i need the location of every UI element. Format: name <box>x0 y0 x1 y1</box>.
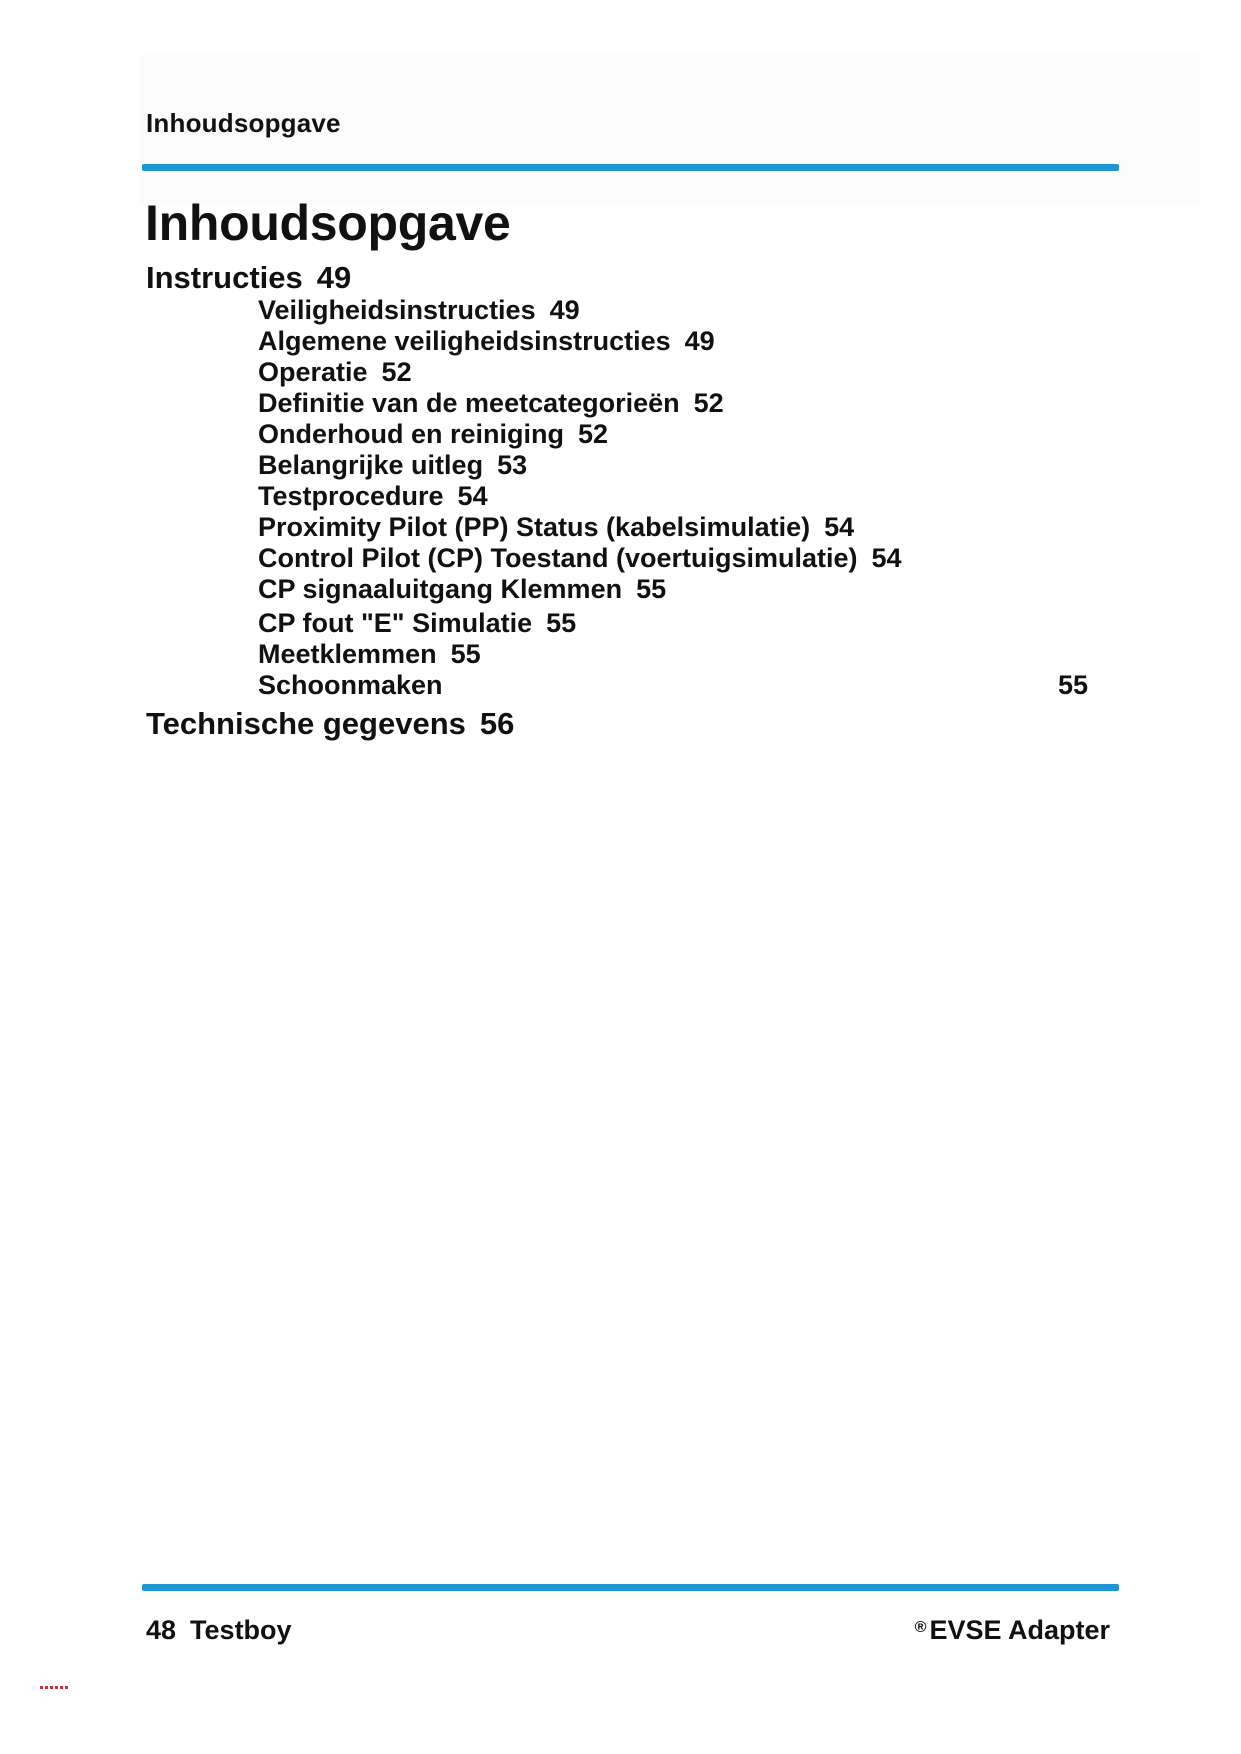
toc-entry-page: 54 <box>871 543 902 573</box>
toc-entry-page: 55 <box>636 574 667 604</box>
footer-left <box>146 1615 292 1646</box>
toc-entry-instructies[interactable] <box>146 260 351 296</box>
toc-entry-page: 53 <box>497 450 528 480</box>
toc-entry-page: 55 <box>450 639 481 669</box>
toc-entry-page: 49 <box>684 326 715 356</box>
header-rule <box>142 164 1119 171</box>
toc-entry-onderhoud-en-reiniging[interactable] <box>258 419 608 450</box>
running-header-title: Inhoudsopgave <box>146 108 341 138</box>
toc-entry-cp-signaaluitgang[interactable] <box>258 574 666 605</box>
page-number: 48 <box>146 1615 177 1645</box>
toc-entry-label: Veiligheidsinstructies <box>258 295 536 325</box>
print-registration-marks <box>40 1686 68 1689</box>
toc-entry-page: 49 <box>316 260 352 295</box>
toc-entry-label: CP signaaluitgang Klemmen <box>258 574 623 604</box>
toc-entry-operatie[interactable] <box>258 357 412 388</box>
toc-entry-page: 52 <box>693 388 724 418</box>
toc-entry-testprocedure[interactable] <box>258 481 488 512</box>
toc-entry-control-pilot[interactable] <box>258 543 902 574</box>
toc-entry-page: 54 <box>457 481 488 511</box>
toc-entry-label: Definitie van de meetcategorieën <box>258 388 680 418</box>
toc-entry-page: 55 <box>546 608 577 638</box>
toc-entry-label: CP fout "E" Simulatie <box>258 608 533 638</box>
toc-entry-page: 54 <box>824 512 855 542</box>
toc-entry-page-right: 55 <box>1058 670 1089 700</box>
footer-right <box>915 1615 1110 1646</box>
product-name: EVSE Adapter <box>929 1615 1110 1645</box>
toc-entry-label: Belangrijke uitleg <box>258 450 484 480</box>
toc-entry-label: Schoonmaken <box>258 670 443 700</box>
toc-entry-definitie-meetcategorieen[interactable] <box>258 388 724 419</box>
toc-entry-label: Operatie <box>258 357 368 387</box>
toc-entry-label: Instructies <box>146 260 303 295</box>
toc-entry-meetklemmen[interactable] <box>258 639 481 670</box>
registered-mark: ® <box>914 1619 927 1636</box>
toc-entry-algemene-veiligheidsinstructies[interactable] <box>258 326 715 357</box>
toc-entry-label: Testprocedure <box>258 481 444 511</box>
toc-entry-label: Technische gegevens <box>146 706 466 741</box>
toc-entry-technische-gegevens[interactable] <box>146 706 514 742</box>
toc-entry-veiligheidsinstructies[interactable] <box>258 295 580 326</box>
toc-entry-schoonmaken[interactable] <box>258 670 443 701</box>
footer-rule <box>142 1584 1119 1591</box>
brand-name: Testboy <box>190 1615 292 1645</box>
toc-entry-proximity-pilot[interactable] <box>258 512 854 543</box>
toc-entry-label: Control Pilot (CP) Toestand (voertuigsimulatie) <box>258 543 858 573</box>
page-title: Inhoudsopgave <box>145 195 511 251</box>
toc-entry-page: 52 <box>381 357 412 387</box>
toc-entry-label: Meetklemmen <box>258 639 437 669</box>
toc-entry-cp-fout-e-simulatie[interactable] <box>258 608 576 639</box>
toc-entry-belangrijke-uitleg[interactable] <box>258 450 527 481</box>
toc-entry-label: Onderhoud en reiniging <box>258 419 564 449</box>
toc-entry-label: Algemene veiligheidsinstructies <box>258 326 671 356</box>
toc-entry-page: 49 <box>549 295 580 325</box>
toc-entry-page: 56 <box>479 706 515 741</box>
toc-entry-label: Proximity Pilot (PP) Status (kabelsimulatie) <box>258 512 811 542</box>
toc-entry-page: 52 <box>578 419 609 449</box>
